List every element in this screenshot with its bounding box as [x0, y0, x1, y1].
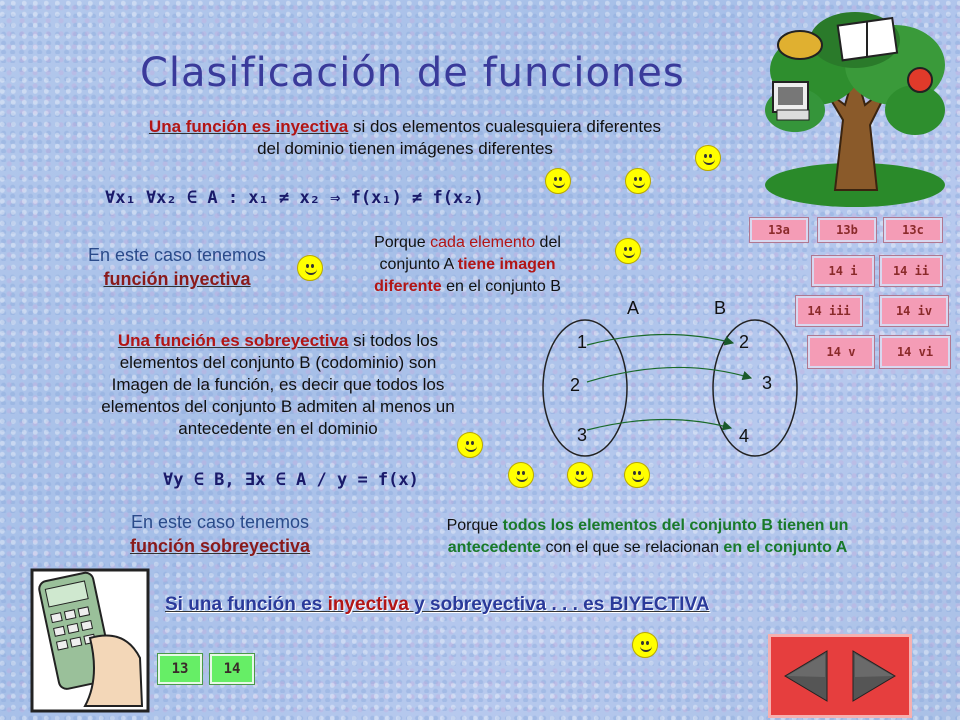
def-text: si todos los — [348, 331, 439, 350]
reason-text: conjunto A — [379, 256, 458, 273]
def-text: antecedente en el dominio — [178, 419, 378, 438]
def-text: Imagen de la función, es decir que todos los — [111, 375, 445, 394]
nav-button-14-iv[interactable]: 14 iv — [880, 296, 948, 326]
inyectiva-def-rest: si dos elementos cualesquiera diferentes — [348, 117, 662, 136]
arrow-1-2 — [587, 334, 733, 345]
set-b-element: 3 — [762, 373, 773, 393]
reason-highlight: en el conjunto A — [723, 539, 848, 556]
biyectiva-highlight: inyectiva — [327, 594, 409, 615]
reason-highlight: antecedente — [447, 539, 542, 556]
smiley-icon[interactable] — [297, 255, 323, 281]
reason-text: en el conjunto B — [441, 278, 561, 295]
next-arrow-icon[interactable] — [843, 645, 901, 707]
arrow-3-4 — [587, 419, 731, 430]
set-b-label: B — [714, 298, 727, 318]
nav-button-13c[interactable]: 13c — [884, 218, 942, 242]
set-a-label: A — [627, 298, 640, 318]
set-a-element: 2 — [570, 375, 581, 395]
inyectiva-definition — [60, 116, 750, 160]
nav-button-13[interactable]: 13 — [158, 654, 202, 684]
reason-highlight: cada elemento — [430, 234, 536, 251]
smiley-icon[interactable] — [545, 168, 571, 194]
inyectiva-case-line2: función inyectiva — [103, 269, 251, 289]
arrow-2-3 — [587, 367, 751, 382]
sobreyectiva-case-line1: En este caso tenemos — [130, 512, 310, 532]
set-b-element: 2 — [739, 332, 750, 352]
set-b-element: 4 — [739, 426, 750, 446]
smiley-icon[interactable] — [508, 462, 534, 488]
sobreyectiva-reason — [360, 515, 935, 559]
smiley-icon[interactable] — [695, 145, 721, 171]
page-title: Clasificación de funciones — [140, 50, 685, 96]
sobreyectiva-case — [90, 510, 350, 558]
navigation-panel — [768, 634, 912, 718]
calculator-icon — [30, 568, 150, 713]
reason-text: Porque — [446, 517, 503, 534]
smiley-icon[interactable] — [624, 462, 650, 488]
biyectiva-statement — [165, 594, 710, 616]
def-text: elementos del conjunto B admiten al menos un — [101, 397, 455, 416]
inyectiva-reason — [330, 232, 605, 298]
reason-highlight: todos los elementos del conjunto B tienen un — [502, 517, 849, 534]
nav-button-14-vi[interactable]: 14 vi — [880, 336, 950, 368]
sobreyectiva-def-bold: Una función es sobreyectiva — [117, 331, 349, 350]
previous-arrow-icon[interactable] — [779, 645, 837, 707]
nav-button-13a[interactable]: 13a — [750, 218, 808, 242]
def-text: elementos del conjunto B (codominio) son — [119, 353, 437, 372]
set-a-element: 3 — [577, 425, 588, 445]
biyectiva-highlight: BIYECTIVA — [609, 594, 710, 615]
sobreyectiva-formula: ∀y ∈ B, ∃x ∈ A / y = f(x) — [163, 470, 419, 490]
nav-button-13b[interactable]: 13b — [818, 218, 876, 242]
set-b-ellipse — [713, 320, 797, 456]
smiley-icon[interactable] — [625, 168, 651, 194]
reason-text: del — [535, 234, 561, 251]
nav-button-14-i[interactable]: 14 i — [812, 256, 874, 286]
sobreyectiva-case-line2: función sobreyectiva — [129, 536, 311, 556]
inyectiva-def-line2: del dominio tienen imágenes diferentes — [257, 139, 553, 158]
tree-books-illustration — [755, 10, 955, 215]
inyectiva-formula: ∀x₁ ∀x₂ ∈ A : x₁ ≠ x₂ ⇒ f(x₁) ≠ f(x₂) — [105, 188, 484, 208]
set-a-element: 1 — [577, 332, 588, 352]
biyectiva-text: y sobreyectiva . . . es — [408, 594, 610, 615]
inyectiva-def-bold: Una función es inyectiva — [148, 117, 349, 136]
reason-highlight: tiene imagen — [457, 256, 556, 273]
nav-button-14-v[interactable]: 14 v — [808, 336, 874, 368]
smiley-icon[interactable] — [567, 462, 593, 488]
inyectiva-case-line1: En este caso tenemos — [87, 245, 267, 265]
smiley-icon[interactable] — [457, 432, 483, 458]
nav-button-14[interactable]: 14 — [210, 654, 254, 684]
reason-highlight: diferente — [374, 278, 442, 295]
reason-text: Porque — [374, 234, 431, 251]
sobreyectiva-definition — [38, 330, 518, 440]
reason-text: con el que se relacionan — [541, 539, 724, 556]
smiley-icon[interactable] — [632, 632, 658, 658]
nav-button-14-iii[interactable]: 14 iii — [796, 296, 862, 326]
smiley-icon[interactable] — [615, 238, 641, 264]
inyectiva-case — [52, 243, 302, 291]
biyectiva-text: Si una función es — [165, 594, 328, 615]
nav-button-14-ii[interactable]: 14 ii — [880, 256, 942, 286]
